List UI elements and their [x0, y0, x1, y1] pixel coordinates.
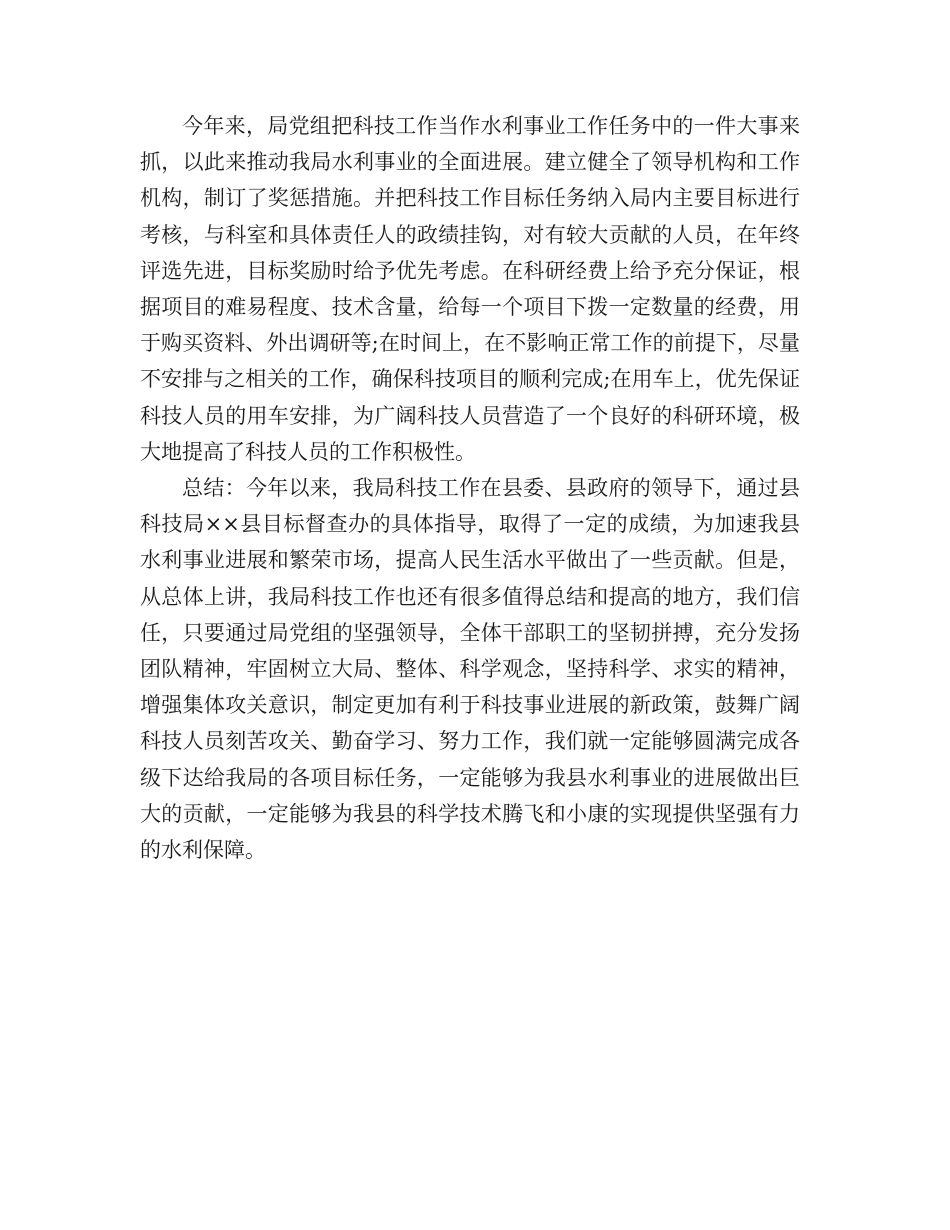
document-body	[140, 108, 800, 868]
paragraph-work-measures: 今年来，局党组把科技工作当作水利事业工作任务中的一件大事来抓，以此来推动我局水利事业的全面进展。建立健全了领导机构和工作机构，制订了奖惩措施。并把科技工作目标任务纳入局内主要目标进行考核，与科室和具体责任人的政绩挂钩，对有较大贡献的人员，在年终评选先进，目标奖励时给予优先考虑。在科研经费上给予充分保证，根据项目的难易程度、技术含量，给每一个项目下拨一定数量的经费，用于购买资料、外出调研等;在时间上，在不影响正常工作的前提下，尽量不安排与之相关的工作，确保科技项目的顺利完成;在用车上，优先保证科技人员的用车安排，为广阔科技人员营造了一个良好的科研环境，极大地提高了科技人员的工作积极性。	[140, 114, 800, 464]
paragraph-summary: 总结：今年以来，我局科技工作在县委、县政府的领导下，通过县科技局××县目标督查办的具体指导，取得了一定的成绩，为加速我县水利事业进展和繁荣市场，提高人民生活水平做出了一些贡献。但是，从总体上讲，我局科技工作也还有很多值得总结和提高的地方，我们信任，只要通过局党组的坚强领导，全体干部职工的坚韧拼搏，充分发扬团队精神，牢固树立大局、整体、科学观念，坚持科学、求实的精神，增强集体攻关意识，制定更加有利于科技事业进展的新政策，鼓舞广阔科技人员刻苦攻关、勤奋学习、努力工作，我们就一定能够圆满完成各级下达给我局的各项目标任务，一定能够为我县水利事业的进展做出巨大的贡献，一定能够为我县的科学技术腾飞和小康的实现提供坚强有力的水利保障。	[140, 476, 800, 863]
